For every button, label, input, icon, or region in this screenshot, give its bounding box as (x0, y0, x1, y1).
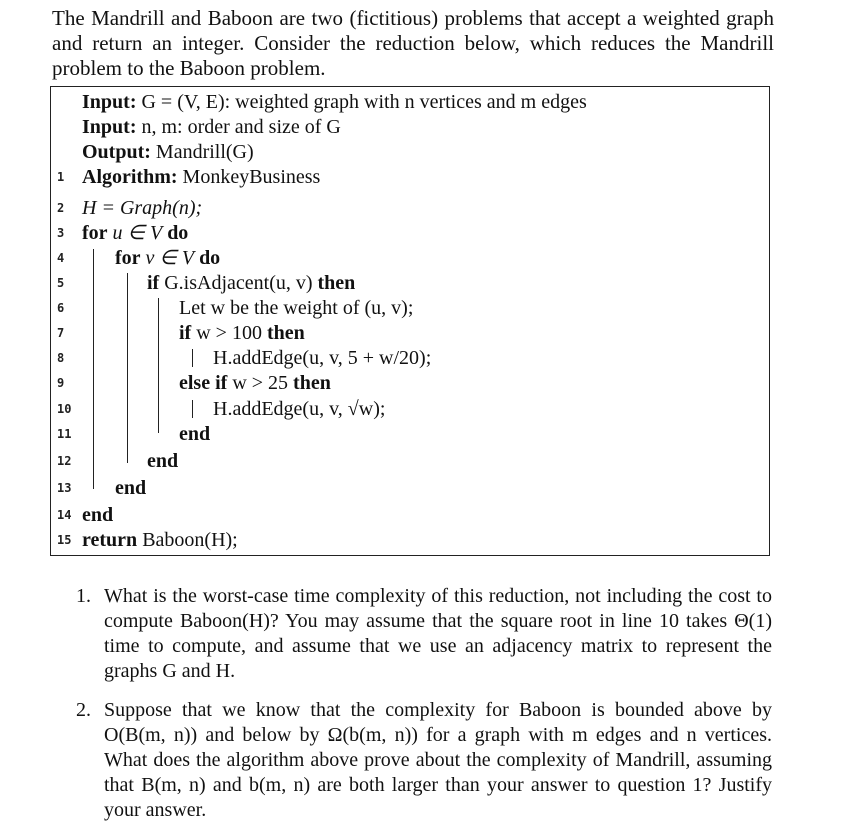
algorithm-box: Input: G = (V, E): weighted graph with n vertices and m edges Input: n, m: order and size of G Output: Mandrill(G) 1 Algorithm: MonkeyBusiness 2 H = Graph(n); 3 for u ∈ V do 4 for v ∈ V do 5 if G.isAdjacent(u, v) then 6 Let w be the weight of (u, v); 7 if w > 100 then 8 H.addEdge(u, v, 5 + w/20); 9 else if w > 25 then 10 H.addEdge(u, v, √w); 11 end 12 end 13 end 14 end 15 return Baboon(H); (50, 86, 770, 556)
input-line-2: Input: n, m: order and size of G (82, 116, 341, 138)
indent-bar-if-w100 (192, 349, 193, 367)
indent-bar-if-adjacent (158, 298, 159, 433)
question-list (76, 584, 772, 837)
question-1: 1. What is the worst-case time complexity of this reduction, not including the cost to compute Baboon(H)? You may assume that the square root in line 10 takes Θ(1) time to compute, and assume that we use an adjacency matrix to represent the graphs G and H. (76, 585, 772, 682)
indent-bar-for-v (127, 273, 128, 463)
question-2: 2. Suppose that we know that the complexity for Baboon is bounded above by O(B(m, n)) and below by Ω(b(m, n)) for a graph with m edges and n vertices. What does the algorithm above prove about the complexity of Mandrill, assuming that B(m, n) and b(m, n) are both larger than your answer to question 1? Justify your answer. (76, 699, 772, 821)
output-line: Output: Mandrill(G) (82, 141, 254, 163)
indent-bar-for-u (93, 249, 94, 489)
indent-bar-elseif-w25 (192, 400, 193, 418)
intro-paragraph: The Mandrill and Baboon are two (fictitious) problems that accept a weighted graph and return an integer. Consider the reduction below, which reduces the Mandrill problem to the Baboon problem. (52, 6, 774, 80)
input-line-1: Input: G = (V, E): weighted graph with n vertices and m edges (82, 91, 587, 113)
